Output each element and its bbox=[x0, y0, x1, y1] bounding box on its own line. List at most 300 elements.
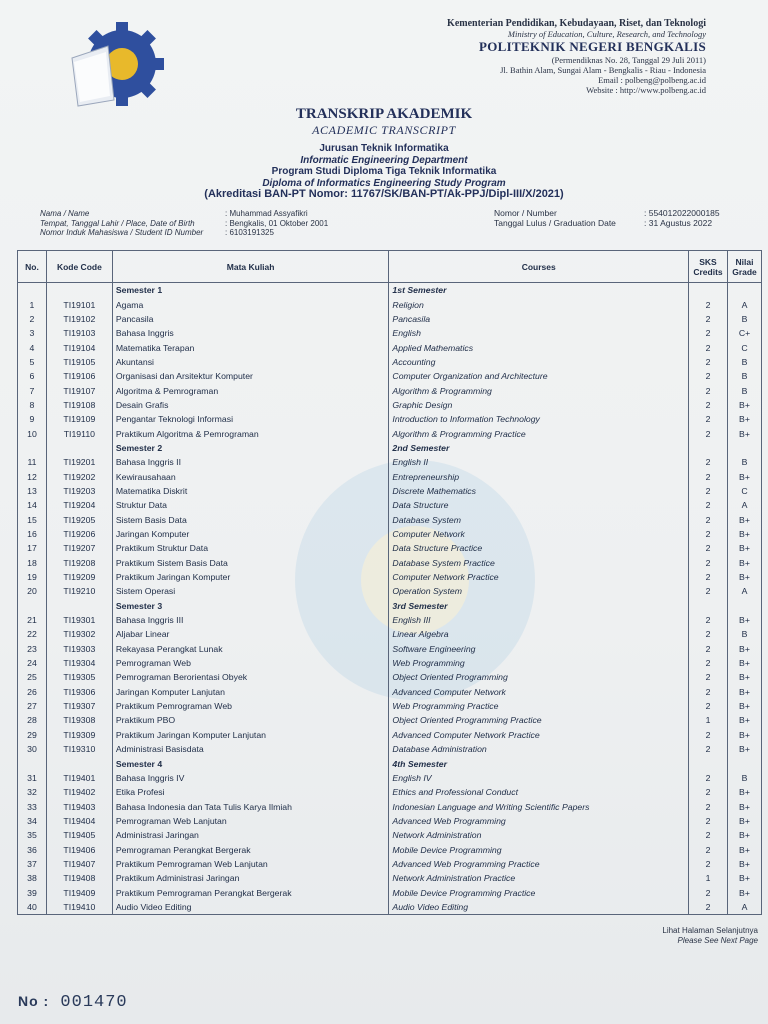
cell-no: 6 bbox=[18, 369, 47, 383]
cell-credits: 2 bbox=[689, 771, 728, 785]
table-row bbox=[18, 699, 762, 713]
cell-code: TI19209 bbox=[46, 570, 112, 584]
cell-course-id: Desain Grafis bbox=[112, 398, 389, 412]
table-row bbox=[18, 900, 762, 915]
cell-grade: C bbox=[727, 484, 761, 498]
cell-course-en: Religion bbox=[389, 297, 689, 311]
cell-code: TI19102 bbox=[46, 312, 112, 326]
cell-credits: 2 bbox=[689, 742, 728, 756]
institution-email: Email : polbeng@polbeng.ac.id bbox=[598, 75, 706, 85]
cell-grade: B bbox=[727, 369, 761, 383]
cell-no: 3 bbox=[18, 326, 47, 340]
cell-credits: 2 bbox=[689, 355, 728, 369]
cell-course-en: Web Programming Practice bbox=[389, 699, 689, 713]
cell-code: TI19204 bbox=[46, 498, 112, 512]
cell-grade: B bbox=[727, 771, 761, 785]
cell-credits: 2 bbox=[689, 584, 728, 598]
cell-code bbox=[46, 599, 112, 613]
header-code: Kode Code bbox=[46, 251, 112, 283]
table-row bbox=[18, 799, 762, 813]
cell-credits: 2 bbox=[689, 785, 728, 799]
cell-course-id: Audio Video Editing bbox=[112, 900, 389, 915]
cell-code: TI19403 bbox=[46, 799, 112, 813]
table-row bbox=[18, 771, 762, 785]
cell-course-id: Akuntansi bbox=[112, 355, 389, 369]
header-credits: SKS Credits bbox=[689, 251, 728, 283]
cell-grade: B+ bbox=[727, 814, 761, 828]
cell-credits: 2 bbox=[689, 484, 728, 498]
department-block bbox=[0, 143, 768, 201]
cell-course-id: Sistem Basis Data bbox=[112, 513, 389, 527]
birth-label: Tempat, Tanggal Lahir / Place, Date of Birth bbox=[40, 218, 195, 228]
table-row bbox=[18, 484, 762, 498]
cell-course-en: Linear Algebra bbox=[389, 627, 689, 641]
cell-course-en: Accounting bbox=[389, 355, 689, 369]
cell-code: TI19105 bbox=[46, 355, 112, 369]
cell-grade: B+ bbox=[727, 828, 761, 842]
cell-grade: A bbox=[727, 584, 761, 598]
cell-course-id: Praktikum Pemrograman Perangkat Bergerak bbox=[112, 885, 389, 899]
name-label: Nama / Name bbox=[40, 209, 90, 218]
table-row bbox=[18, 340, 762, 354]
table-row bbox=[18, 814, 762, 828]
cell-credits: 1 bbox=[689, 871, 728, 885]
cell-course-id: Organisasi dan Arsitektur Komputer bbox=[112, 369, 389, 383]
table-row bbox=[18, 455, 762, 469]
graduation-label: Tanggal Lulus / Graduation Date bbox=[494, 217, 616, 228]
cell-credits: 2 bbox=[689, 828, 728, 842]
cell-course-en: 4th Semester bbox=[389, 756, 689, 770]
cell-grade: B+ bbox=[727, 842, 761, 856]
cell-credits: 2 bbox=[689, 627, 728, 641]
dept-id: Jurusan Teknik Informatika bbox=[319, 143, 449, 154]
cell-code: TI19104 bbox=[46, 340, 112, 354]
document-title bbox=[0, 106, 768, 138]
cell-no: 21 bbox=[18, 613, 47, 627]
table-row bbox=[18, 627, 762, 641]
cell-grade: B+ bbox=[727, 728, 761, 742]
cell-credits: 2 bbox=[689, 340, 728, 354]
student-id-label: Nomor Induk Mahasiswa / Student ID Number bbox=[40, 228, 204, 237]
student-id-value: : 6103191325 bbox=[225, 228, 274, 237]
graduation-value: : 31 Agustus 2022 bbox=[644, 217, 713, 228]
cell-grade: B+ bbox=[727, 699, 761, 713]
cell-code: TI19202 bbox=[46, 469, 112, 483]
cell-credits: 2 bbox=[689, 570, 728, 584]
cell-course-en: Advanced Computer Network Practice bbox=[389, 728, 689, 742]
cell-course-id: Aljabar Linear bbox=[112, 627, 389, 641]
cell-grade: B bbox=[727, 455, 761, 469]
cell-course-id: Bahasa Inggris III bbox=[112, 613, 389, 627]
cell-grade: B bbox=[727, 312, 761, 326]
cell-grade: B+ bbox=[727, 871, 761, 885]
cell-credits: 2 bbox=[689, 556, 728, 570]
cell-grade: C bbox=[727, 340, 761, 354]
cell-course-en: Pancasila bbox=[389, 312, 689, 326]
cell-course-id: Pancasila bbox=[112, 312, 389, 326]
cell-code: TI19108 bbox=[46, 398, 112, 412]
table-row bbox=[18, 398, 762, 412]
cell-code: TI19404 bbox=[46, 814, 112, 828]
cell-course-en: Computer Network bbox=[389, 527, 689, 541]
table-row bbox=[18, 355, 762, 369]
table-row bbox=[18, 613, 762, 627]
cell-grade: B+ bbox=[727, 469, 761, 483]
header-course-en: Courses bbox=[389, 251, 689, 283]
next-page-note bbox=[662, 926, 758, 946]
cell-no: 10 bbox=[18, 426, 47, 440]
program-id: Program Studi Diploma Tiga Teknik Informatika bbox=[271, 166, 497, 177]
cell-course-en: 1st Semester bbox=[389, 283, 689, 298]
cell-no bbox=[18, 599, 47, 613]
cell-code bbox=[46, 756, 112, 770]
cell-code: TI19107 bbox=[46, 383, 112, 397]
cell-credits: 2 bbox=[689, 642, 728, 656]
cell-code: TI19109 bbox=[46, 412, 112, 426]
transcript-table bbox=[17, 250, 762, 915]
cell-code: TI19207 bbox=[46, 541, 112, 555]
cell-grade: B+ bbox=[727, 613, 761, 627]
cell-code: TI19310 bbox=[46, 742, 112, 756]
cell-code: TI19304 bbox=[46, 656, 112, 670]
cell-grade: B bbox=[727, 627, 761, 641]
cell-no bbox=[18, 283, 47, 298]
cell-credits: 2 bbox=[689, 670, 728, 684]
cell-credits: 2 bbox=[689, 799, 728, 813]
cell-code bbox=[46, 283, 112, 298]
cell-grade bbox=[727, 283, 761, 298]
cell-course-id: Etika Profesi bbox=[112, 785, 389, 799]
cell-grade: C+ bbox=[727, 326, 761, 340]
table-row bbox=[18, 383, 762, 397]
table-row bbox=[18, 498, 762, 512]
cell-credits: 2 bbox=[689, 455, 728, 469]
cell-no: 24 bbox=[18, 656, 47, 670]
cell-no: 15 bbox=[18, 513, 47, 527]
cell-code bbox=[46, 441, 112, 455]
cell-grade: B+ bbox=[727, 685, 761, 699]
table-row bbox=[18, 412, 762, 426]
cell-course-id: Praktikum Administrasi Jaringan bbox=[112, 871, 389, 885]
institution-website: Website : http://www.polbeng.ac.id bbox=[586, 85, 706, 95]
cell-grade: B+ bbox=[727, 541, 761, 555]
cell-course-id: Sistem Operasi bbox=[112, 584, 389, 598]
cell-grade: B+ bbox=[727, 398, 761, 412]
semester-row bbox=[18, 441, 762, 455]
cell-credits bbox=[689, 283, 728, 298]
cell-course-id: Praktikum Algoritma & Pemrograman bbox=[112, 426, 389, 440]
table-row bbox=[18, 556, 762, 570]
cell-course-en: Ethics and Professional Conduct bbox=[389, 785, 689, 799]
cell-no: 4 bbox=[18, 340, 47, 354]
cell-grade: B+ bbox=[727, 670, 761, 684]
cell-course-id: Pengantar Teknologi Informasi bbox=[112, 412, 389, 426]
cell-course-id: Praktikum Sistem Basis Data bbox=[112, 556, 389, 570]
cell-no: 5 bbox=[18, 355, 47, 369]
number-label: Nomor / Number bbox=[494, 208, 557, 218]
table-row bbox=[18, 857, 762, 871]
cell-grade: B+ bbox=[727, 426, 761, 440]
cell-no bbox=[18, 756, 47, 770]
cell-course-en: Database System Practice bbox=[389, 556, 689, 570]
student-info-right bbox=[494, 209, 720, 228]
serial-prefix: No : bbox=[18, 993, 50, 1009]
cell-no: 16 bbox=[18, 527, 47, 541]
cell-credits bbox=[689, 441, 728, 455]
cell-course-id: Matematika Diskrit bbox=[112, 484, 389, 498]
cell-no: 26 bbox=[18, 685, 47, 699]
cell-no: 8 bbox=[18, 398, 47, 412]
table-row bbox=[18, 842, 762, 856]
cell-course-en: Data Structure Practice bbox=[389, 541, 689, 555]
cell-code: TI19406 bbox=[46, 842, 112, 856]
cell-course-en: Algorithm & Programming bbox=[389, 383, 689, 397]
cell-no: 35 bbox=[18, 828, 47, 842]
table-row bbox=[18, 713, 762, 727]
cell-course-en: Software Engineering bbox=[389, 642, 689, 656]
dept-en: Informatic Engineering Department bbox=[300, 154, 468, 166]
cell-course-id: Kewirausahaan bbox=[112, 469, 389, 483]
cell-code: TI19103 bbox=[46, 326, 112, 340]
serial-value: 001470 bbox=[60, 993, 128, 1012]
cell-no: 23 bbox=[18, 642, 47, 656]
polbeng-logo-icon bbox=[70, 22, 165, 107]
cell-code: TI19405 bbox=[46, 828, 112, 842]
table-row bbox=[18, 656, 762, 670]
cell-course-en: Algorithm & Programming Practice bbox=[389, 426, 689, 440]
title-id: TRANSKRIP AKADEMIK bbox=[295, 106, 473, 122]
table-row bbox=[18, 326, 762, 340]
cell-credits: 2 bbox=[689, 498, 728, 512]
cell-course-id: Pemrograman Web Lanjutan bbox=[112, 814, 389, 828]
semester-row bbox=[18, 599, 762, 613]
cell-course-id: Bahasa Indonesia dan Tata Tulis Karya Ilmiah bbox=[112, 799, 389, 813]
institution-address: Jl. Bathin Alam, Sungai Alam - Bengkalis - Riau - Indonesia bbox=[500, 65, 706, 75]
cell-code: TI19110 bbox=[46, 426, 112, 440]
cell-course-id: Praktikum Pemrograman Web bbox=[112, 699, 389, 713]
name-value: : Muhammad Assyafikri bbox=[225, 209, 308, 218]
cell-no: 29 bbox=[18, 728, 47, 742]
cell-code: TI19409 bbox=[46, 885, 112, 899]
cell-credits: 2 bbox=[689, 383, 728, 397]
header-course-id: Mata Kuliah bbox=[112, 251, 389, 283]
cell-course-en: Audio Video Editing bbox=[389, 900, 689, 915]
cell-course-en: Operation System bbox=[389, 584, 689, 598]
cell-course-en: Data Structure bbox=[389, 498, 689, 512]
cell-credits: 2 bbox=[689, 857, 728, 871]
cell-course-id: Semester 2 bbox=[112, 441, 389, 455]
cell-credits bbox=[689, 599, 728, 613]
cell-credits: 2 bbox=[689, 685, 728, 699]
cell-course-id: Struktur Data bbox=[112, 498, 389, 512]
table-row bbox=[18, 513, 762, 527]
cell-course-id: Semester 3 bbox=[112, 599, 389, 613]
cell-code: TI19402 bbox=[46, 785, 112, 799]
cell-course-en: Applied Mathematics bbox=[389, 340, 689, 354]
cell-grade bbox=[727, 599, 761, 613]
ministry-id: Kementerian Pendidikan, Kebudayaan, Riset, dan Teknologi bbox=[447, 18, 706, 29]
cell-no: 17 bbox=[18, 541, 47, 555]
cell-credits: 2 bbox=[689, 513, 728, 527]
student-info-left bbox=[40, 209, 328, 238]
cell-credits: 2 bbox=[689, 326, 728, 340]
cell-course-id: Pemrograman Berorientasi Obyek bbox=[112, 670, 389, 684]
cell-grade bbox=[727, 756, 761, 770]
cell-code: TI19408 bbox=[46, 871, 112, 885]
cell-code: TI19201 bbox=[46, 455, 112, 469]
cell-no: 18 bbox=[18, 556, 47, 570]
cell-course-id: Administrasi Jaringan bbox=[112, 828, 389, 842]
cell-code: TI19303 bbox=[46, 642, 112, 656]
cell-course-id: Praktikum Pemrograman Web Lanjutan bbox=[112, 857, 389, 871]
cell-code: TI19206 bbox=[46, 527, 112, 541]
cell-credits: 2 bbox=[689, 814, 728, 828]
cell-no: 1 bbox=[18, 297, 47, 311]
cell-course-id: Matematika Terapan bbox=[112, 340, 389, 354]
cell-no: 32 bbox=[18, 785, 47, 799]
cell-course-en: Advanced Web Programming Practice bbox=[389, 857, 689, 871]
cell-course-en: English bbox=[389, 326, 689, 340]
title-en: ACADEMIC TRANSCRIPT bbox=[312, 123, 456, 137]
cell-code: TI19307 bbox=[46, 699, 112, 713]
cell-credits: 2 bbox=[689, 426, 728, 440]
cell-course-en: Discrete Mathematics bbox=[389, 484, 689, 498]
cell-no: 7 bbox=[18, 383, 47, 397]
cell-credits: 2 bbox=[689, 412, 728, 426]
cell-grade: A bbox=[727, 900, 761, 915]
cell-no: 12 bbox=[18, 469, 47, 483]
cell-course-id: Jaringan Komputer bbox=[112, 527, 389, 541]
birth-value: : Bengkalis, 01 Oktober 2001 bbox=[225, 218, 329, 228]
cell-course-en: Object Oriented Programming bbox=[389, 670, 689, 684]
cell-no: 25 bbox=[18, 670, 47, 684]
cell-code: TI19205 bbox=[46, 513, 112, 527]
cell-no: 37 bbox=[18, 857, 47, 871]
cell-code: TI19301 bbox=[46, 613, 112, 627]
cell-code: TI19208 bbox=[46, 556, 112, 570]
cell-course-en: Mobile Device Programming bbox=[389, 842, 689, 856]
cell-course-en: Graphic Design bbox=[389, 398, 689, 412]
cell-grade: B bbox=[727, 355, 761, 369]
semester-row bbox=[18, 756, 762, 770]
cell-code: TI19101 bbox=[46, 297, 112, 311]
cell-no: 2 bbox=[18, 312, 47, 326]
cell-credits: 2 bbox=[689, 656, 728, 670]
cell-grade: B+ bbox=[727, 527, 761, 541]
table-row bbox=[18, 527, 762, 541]
cell-no bbox=[18, 441, 47, 455]
number-value: : 554012022000185 bbox=[644, 208, 720, 218]
table-row bbox=[18, 297, 762, 311]
table-row bbox=[18, 670, 762, 684]
cell-no: 22 bbox=[18, 627, 47, 641]
cell-credits: 2 bbox=[689, 469, 728, 483]
table-row bbox=[18, 584, 762, 598]
table-row bbox=[18, 469, 762, 483]
cell-course-en: English II bbox=[389, 455, 689, 469]
cell-credits: 2 bbox=[689, 900, 728, 915]
cell-course-id: Bahasa Inggris bbox=[112, 326, 389, 340]
cell-credits: 1 bbox=[689, 713, 728, 727]
cell-code: TI19302 bbox=[46, 627, 112, 641]
table-row bbox=[18, 742, 762, 756]
cell-course-en: Mobile Device Programming Practice bbox=[389, 885, 689, 899]
cell-no: 39 bbox=[18, 885, 47, 899]
table-row bbox=[18, 728, 762, 742]
cell-no: 36 bbox=[18, 842, 47, 856]
serial-number bbox=[18, 993, 128, 1012]
cell-no: 28 bbox=[18, 713, 47, 727]
cell-grade: A bbox=[727, 297, 761, 311]
next-page-id: Lihat Halaman Selanjutnya bbox=[662, 926, 758, 935]
cell-credits bbox=[689, 756, 728, 770]
institution-name: POLITEKNIK NEGERI BENGKALIS bbox=[479, 39, 706, 54]
cell-course-id: Praktikum PBO bbox=[112, 713, 389, 727]
accreditation: (Akreditasi BAN-PT Nomor: 11767/SK/BAN-PT/Ak-PPJ/Dipl-III/X/2021) bbox=[204, 188, 564, 200]
cell-course-id: Bahasa Inggris II bbox=[112, 455, 389, 469]
table-row bbox=[18, 871, 762, 885]
cell-grade: A bbox=[727, 498, 761, 512]
cell-credits: 2 bbox=[689, 541, 728, 555]
cell-no: 20 bbox=[18, 584, 47, 598]
cell-course-en: 3rd Semester bbox=[389, 599, 689, 613]
cell-code: TI19306 bbox=[46, 685, 112, 699]
cell-code: TI19210 bbox=[46, 584, 112, 598]
table-row bbox=[18, 642, 762, 656]
cell-credits: 2 bbox=[689, 699, 728, 713]
table-row bbox=[18, 369, 762, 383]
cell-course-en: Database System bbox=[389, 513, 689, 527]
table-row bbox=[18, 312, 762, 326]
table-row bbox=[18, 885, 762, 899]
cell-course-id: Semester 1 bbox=[112, 283, 389, 298]
cell-course-id: Rekayasa Perangkat Lunak bbox=[112, 642, 389, 656]
header-no: No. bbox=[18, 251, 47, 283]
semester-row bbox=[18, 283, 762, 298]
cell-grade: B+ bbox=[727, 656, 761, 670]
cell-course-id: Semester 4 bbox=[112, 756, 389, 770]
cell-course-en: English III bbox=[389, 613, 689, 627]
table-row bbox=[18, 828, 762, 842]
cell-credits: 2 bbox=[689, 728, 728, 742]
cell-no: 13 bbox=[18, 484, 47, 498]
cell-course-id: Jaringan Komputer Lanjutan bbox=[112, 685, 389, 699]
cell-course-en: Network Administration Practice bbox=[389, 871, 689, 885]
cell-grade: B+ bbox=[727, 556, 761, 570]
cell-course-en: Computer Organization and Architecture bbox=[389, 369, 689, 383]
table-row bbox=[18, 785, 762, 799]
cell-course-id: Praktikum Jaringan Komputer Lanjutan bbox=[112, 728, 389, 742]
cell-course-id: Praktikum Jaringan Komputer bbox=[112, 570, 389, 584]
cell-course-en: Entrepreneurship bbox=[389, 469, 689, 483]
cell-grade: B+ bbox=[727, 412, 761, 426]
table-row bbox=[18, 570, 762, 584]
cell-course-en: Network Administration bbox=[389, 828, 689, 842]
cell-grade: B+ bbox=[727, 713, 761, 727]
cell-grade: B+ bbox=[727, 642, 761, 656]
cell-no: 19 bbox=[18, 570, 47, 584]
cell-course-id: Bahasa Inggris IV bbox=[112, 771, 389, 785]
cell-course-id: Praktikum Struktur Data bbox=[112, 541, 389, 555]
table-body bbox=[18, 283, 762, 915]
cell-credits: 2 bbox=[689, 297, 728, 311]
cell-no: 34 bbox=[18, 814, 47, 828]
cell-code: TI19203 bbox=[46, 484, 112, 498]
header-grade: Nilai Grade bbox=[727, 251, 761, 283]
cell-grade: B+ bbox=[727, 785, 761, 799]
cell-course-id: Algoritma & Pemrograman bbox=[112, 383, 389, 397]
cell-credits: 2 bbox=[689, 842, 728, 856]
